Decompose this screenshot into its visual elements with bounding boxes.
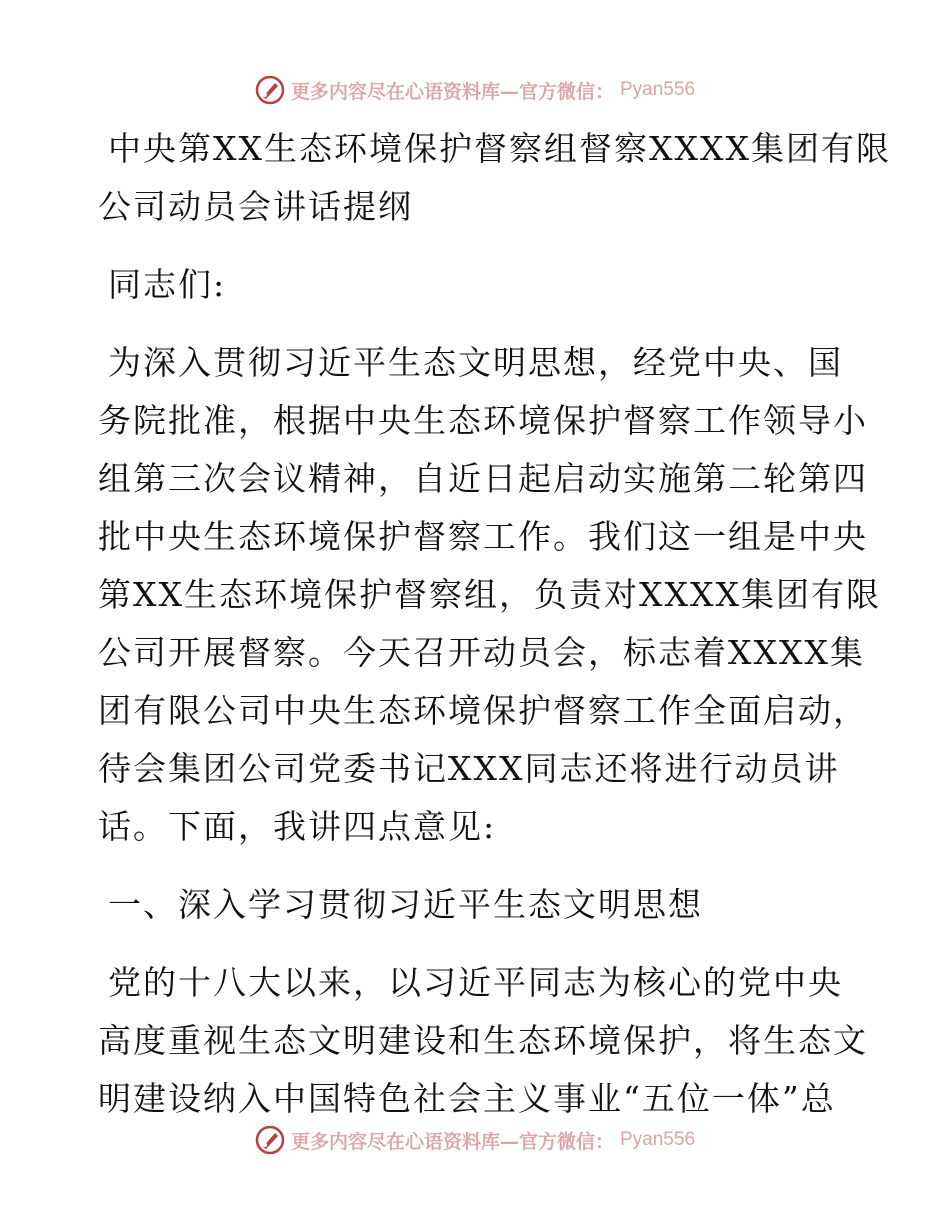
watermark-text: 更多内容尽在心语资料库—官方微信： — [290, 1130, 614, 1153]
watermark-header — [0, 70, 950, 110]
greeting: 同志们: — [108, 265, 227, 304]
paragraph-2-line: 党的十八大以来，以习近平同志为核心的党中央 — [108, 963, 843, 1002]
section-heading-1: 一、深入学习贯彻习近平生态文明思想 — [108, 885, 703, 924]
paragraph-1-line: 公司开展督察。今天召开动员会，标志着XXXX集 — [98, 633, 865, 672]
watermark-footer — [0, 1120, 950, 1160]
watermark-wechat-id: Pyan556 — [620, 1129, 696, 1150]
paragraph-2-line: 高度重视生态文明建设和生态环境保护，将生态文 — [98, 1021, 868, 1060]
pen-logo-icon — [255, 75, 285, 105]
pen-logo-icon — [255, 1125, 285, 1155]
paragraph-2-line: 明建设纳入中国特色社会主义事业“五位一体”总 — [98, 1079, 836, 1118]
paragraph-1-line: 第XX生态环境保护督察组，负责对XXXX集团有限 — [98, 575, 881, 614]
paragraph-1-line: 为深入贯彻习近平生态文明思想，经党中央、国 — [108, 343, 843, 382]
paragraph-2 — [98, 954, 868, 1128]
paragraph-1 — [98, 334, 881, 856]
document-body — [98, 120, 891, 1128]
paragraph-1-line: 组第三次会议精神，自近日起启动实施第二轮第四 — [98, 459, 868, 498]
paragraph-1-line: 待会集团公司党委书记XXX同志还将进行动员讲 — [98, 749, 840, 788]
watermark-wechat-id: Pyan556 — [620, 79, 696, 100]
watermark-text: 更多内容尽在心语资料库—官方微信： — [290, 80, 614, 103]
paragraph-1-line: 务院批准，根据中央生态环境保护督察工作领导小 — [98, 401, 868, 440]
paragraph-1-line: 团有限公司中央生态环境保护督察工作全面启动， — [98, 691, 868, 730]
paragraph-1-line: 话。下面，我讲四点意见: — [98, 807, 497, 846]
paragraph-1-line: 批中央生态环境保护督察工作。我们这一组是中央 — [98, 517, 868, 556]
document-title-line-2: 公司动员会讲话提纲 — [98, 187, 413, 226]
document-title-line-1: 中央第XX生态环境保护督察组督察XXXX集团有限 — [108, 129, 891, 168]
